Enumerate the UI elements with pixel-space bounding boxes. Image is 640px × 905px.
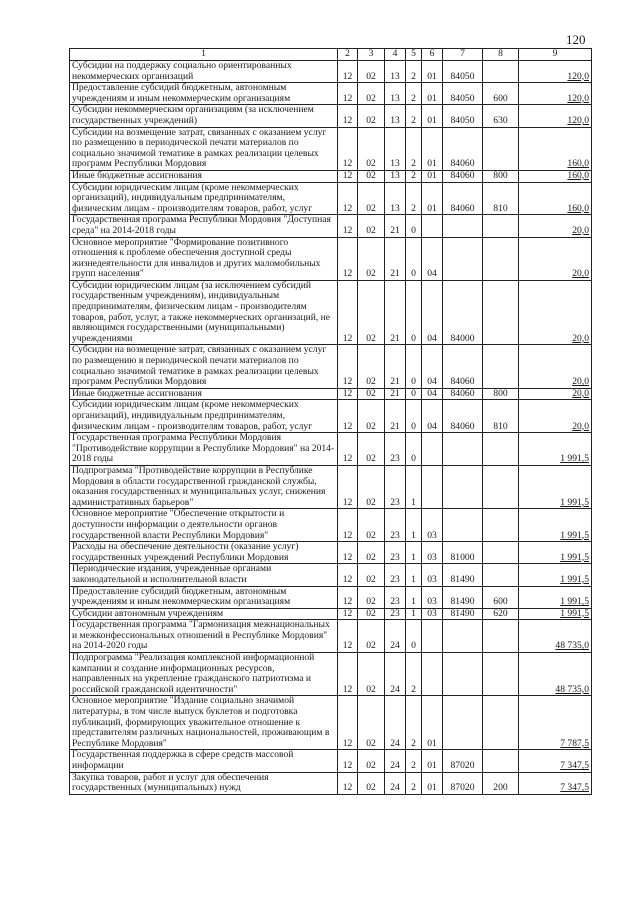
program-code: 23 <box>385 608 406 620</box>
row-name: Государственная программа Республики Мордовия "Противодействие коррупции в Республике Мордовия" на 2014-2018 годы <box>70 433 338 466</box>
target-article-code: 84060 <box>443 400 483 433</box>
table-row <box>70 564 592 586</box>
program-code: 23 <box>385 542 406 564</box>
expense-type-code: 800 <box>483 388 519 400</box>
subsection-code: 02 <box>358 237 385 280</box>
expense-type-code <box>483 653 519 696</box>
program-code: 21 <box>385 400 406 433</box>
activity-code: 01 <box>422 750 443 772</box>
expense-type-code <box>483 465 519 508</box>
subsection-code: 02 <box>358 772 385 794</box>
table-row <box>70 433 592 466</box>
target-article-code <box>443 509 483 542</box>
row-name: Предоставление субсидий бюджетным, автономным учреждениям и иным некоммерческим организациям <box>70 586 338 608</box>
program-code: 21 <box>385 215 406 237</box>
expense-type-code <box>483 127 519 170</box>
row-name: Закупка товаров, работ и услуг для обеспечения государственных (муниципальных) нужд <box>70 772 338 794</box>
target-article-code: 81000 <box>443 542 483 564</box>
program-code: 21 <box>385 388 406 400</box>
row-amount: 1 991,5 <box>519 433 592 466</box>
expense-type-code: 800 <box>483 170 519 182</box>
activity-code: 03 <box>422 586 443 608</box>
subsection-code: 02 <box>358 170 385 182</box>
target-article-code: 81490 <box>443 564 483 586</box>
target-article-code <box>443 696 483 750</box>
section-code: 12 <box>338 772 358 794</box>
table-row <box>70 696 592 750</box>
header-cell: 5 <box>406 49 422 61</box>
section-code: 12 <box>338 345 358 388</box>
row-name: Иные бюджетные ассигнования <box>70 388 338 400</box>
target-article-code: 81490 <box>443 586 483 608</box>
section-code: 12 <box>338 127 358 170</box>
row-amount: 120,0 <box>519 61 592 83</box>
row-name: Предоставление субсидий бюджетным, автономным учреждениям и иным некоммерческим организациям <box>70 83 338 105</box>
target-article-code: 84060 <box>443 345 483 388</box>
activity-code: 04 <box>422 400 443 433</box>
subsection-code: 02 <box>358 542 385 564</box>
section-code: 12 <box>338 105 358 127</box>
subsection-code: 02 <box>358 345 385 388</box>
row-name: Субсидии юридическим лицам (кроме некоммерческих организаций), индивидуальным предпринимателям, физическим лицам - производителям товаров, работ, услуг <box>70 400 338 433</box>
row-amount: 160,0 <box>519 127 592 170</box>
row-name: Субсидии на возмещение затрат, связанных с оказанием услуг по размещению в периодической печати материалов по социально значимой тематике в рамках реализации целевых программ Республики Мордовия <box>70 127 338 170</box>
activity-code: 01 <box>422 696 443 750</box>
row-amount: 120,0 <box>519 105 592 127</box>
table-row <box>70 280 592 345</box>
table-row <box>70 400 592 433</box>
activity-code: 03 <box>422 509 443 542</box>
section-code: 12 <box>338 750 358 772</box>
target-article-code: 84060 <box>443 170 483 182</box>
table-row <box>70 653 592 696</box>
activity-code: 04 <box>422 237 443 280</box>
activity-code <box>422 620 443 653</box>
expense-type-code: 810 <box>483 400 519 433</box>
expense-type-code: 600 <box>483 586 519 608</box>
row-amount: 1 991,5 <box>519 608 592 620</box>
subprogram-code: 1 <box>406 542 422 564</box>
table-row <box>70 215 592 237</box>
subprogram-code: 2 <box>406 653 422 696</box>
expense-type-code <box>483 696 519 750</box>
table-row <box>70 509 592 542</box>
row-name: Субсидии на возмещение затрат, связанных с оказанием услуг по размещению в периодической печати материалов по социально значимой тематике в рамках реализации целевых программ Республики Мордовия <box>70 345 338 388</box>
subsection-code: 02 <box>358 280 385 345</box>
expense-type-code <box>483 750 519 772</box>
subprogram-code: 2 <box>406 750 422 772</box>
row-amount: 1 991,5 <box>519 564 592 586</box>
subsection-code: 02 <box>358 509 385 542</box>
activity-code: 04 <box>422 345 443 388</box>
activity-code <box>422 653 443 696</box>
row-amount: 160,0 <box>519 182 592 215</box>
subsection-code: 02 <box>358 653 385 696</box>
subprogram-code: 0 <box>406 280 422 345</box>
program-code: 21 <box>385 237 406 280</box>
subsection-code: 02 <box>358 564 385 586</box>
table-row <box>70 608 592 620</box>
table-row <box>70 465 592 508</box>
activity-code: 01 <box>422 127 443 170</box>
subsection-code: 02 <box>358 105 385 127</box>
header-cell: 6 <box>422 49 443 61</box>
program-code: 23 <box>385 564 406 586</box>
program-code: 24 <box>385 772 406 794</box>
subsection-code: 02 <box>358 388 385 400</box>
row-amount: 48 735,0 <box>519 620 592 653</box>
table-row <box>70 182 592 215</box>
target-article-code: 84050 <box>443 83 483 105</box>
target-article-code <box>443 215 483 237</box>
row-name: Государственная поддержка в сфере средств массовой информации <box>70 750 338 772</box>
table-row <box>70 127 592 170</box>
activity-code <box>422 465 443 508</box>
table-row <box>70 750 592 772</box>
program-code: 23 <box>385 509 406 542</box>
program-code: 21 <box>385 345 406 388</box>
program-code: 13 <box>385 182 406 215</box>
program-code: 13 <box>385 61 406 83</box>
row-amount: 1 991,5 <box>519 586 592 608</box>
expense-type-code <box>483 620 519 653</box>
activity-code: 04 <box>422 388 443 400</box>
subprogram-code: 2 <box>406 772 422 794</box>
row-name: Субсидии автономным учреждениям <box>70 608 338 620</box>
section-code: 12 <box>338 400 358 433</box>
header-cell: 8 <box>483 49 519 61</box>
section-code: 12 <box>338 542 358 564</box>
program-code: 24 <box>385 696 406 750</box>
row-name: Подпрограмма "Противодействие коррупции в Республике Мордовия в области государственной гражданской службы, оказания государственных и муниципальных услуг, снижения административных барьеров" <box>70 465 338 508</box>
program-code: 24 <box>385 653 406 696</box>
header-cell: 3 <box>358 49 385 61</box>
target-article-code <box>443 433 483 466</box>
activity-code: 01 <box>422 772 443 794</box>
activity-code: 03 <box>422 542 443 564</box>
row-amount: 20,0 <box>519 215 592 237</box>
target-article-code <box>443 653 483 696</box>
expense-type-code: 600 <box>483 83 519 105</box>
table-row <box>70 620 592 653</box>
activity-code: 03 <box>422 564 443 586</box>
program-code: 23 <box>385 465 406 508</box>
program-code: 13 <box>385 127 406 170</box>
section-code: 12 <box>338 465 358 508</box>
activity-code: 01 <box>422 61 443 83</box>
row-name: Подпрограмма "Реализация комплексной информационной кампании и создание информационных ресурсов, направленных на укрепление гражданского патриотизма и российской гражданской идентичности" <box>70 653 338 696</box>
subsection-code: 02 <box>358 61 385 83</box>
row-amount: 7 787,5 <box>519 696 592 750</box>
header-cell: 7 <box>443 49 483 61</box>
row-name: Основное мероприятие "Формирование позитивного отношения к проблеме обеспечения доступной среды жизнедеятельности для инвалидов и других маломобильных групп населения" <box>70 237 338 280</box>
subprogram-code: 2 <box>406 83 422 105</box>
expense-type-code: 200 <box>483 772 519 794</box>
subsection-code: 02 <box>358 215 385 237</box>
row-name: Государственная программа "Гармонизация межнациональных и межконфессиональных отношений в Республике Мордовия" на 2014-2020 годы <box>70 620 338 653</box>
subsection-code: 02 <box>358 750 385 772</box>
program-code: 23 <box>385 433 406 466</box>
subprogram-code: 0 <box>406 237 422 280</box>
table-row <box>70 772 592 794</box>
target-article-code: 84000 <box>443 280 483 345</box>
section-code: 12 <box>338 388 358 400</box>
table-row <box>70 237 592 280</box>
expense-type-code <box>483 433 519 466</box>
expense-type-code <box>483 237 519 280</box>
row-amount: 48 735,0 <box>519 653 592 696</box>
section-code: 12 <box>338 509 358 542</box>
expense-type-code <box>483 345 519 388</box>
activity-code: 01 <box>422 105 443 127</box>
target-article-code <box>443 620 483 653</box>
activity-code <box>422 433 443 466</box>
row-amount: 20,0 <box>519 280 592 345</box>
expense-type-code: 630 <box>483 105 519 127</box>
header-cell: 2 <box>338 49 358 61</box>
subprogram-code: 2 <box>406 105 422 127</box>
subsection-code: 02 <box>358 127 385 170</box>
row-name: Расходы на обеспечение деятельности (оказание услуг) государственных учреждений Республики Мордовия <box>70 542 338 564</box>
header-cell: 1 <box>70 49 338 61</box>
table-row <box>70 170 592 182</box>
expense-type-code <box>483 564 519 586</box>
activity-code <box>422 215 443 237</box>
section-code: 12 <box>338 653 358 696</box>
table-row <box>70 83 592 105</box>
row-name: Субсидии юридическим лицам (за исключением субсидий государственным учреждениям), индивидуальным предпринимателям, физическим лицам - производителям товаров, работ, услуг, а также некоммерческих организаций, не являющимся государственными (муниципальными) учреждениями <box>70 280 338 345</box>
target-article-code: 84050 <box>443 61 483 83</box>
subprogram-code: 0 <box>406 215 422 237</box>
row-amount: 1 991,5 <box>519 509 592 542</box>
subprogram-code: 1 <box>406 564 422 586</box>
target-article-code: 87020 <box>443 750 483 772</box>
row-name: Субсидии некоммерческим организациям (за исключением государственных учреждений) <box>70 105 338 127</box>
expense-type-code <box>483 61 519 83</box>
target-article-code: 87020 <box>443 772 483 794</box>
table-row <box>70 105 592 127</box>
activity-code: 04 <box>422 280 443 345</box>
row-name: Государственная программа Республики Мордовия "Доступная среда" на 2014-2018 годы <box>70 215 338 237</box>
target-article-code: 84050 <box>443 105 483 127</box>
activity-code: 01 <box>422 182 443 215</box>
table-row <box>70 586 592 608</box>
subprogram-code: 1 <box>406 586 422 608</box>
row-amount: 160,0 <box>519 170 592 182</box>
row-amount: 20,0 <box>519 237 592 280</box>
target-article-code: 84060 <box>443 388 483 400</box>
row-name: Субсидии юридическим лицам (кроме некоммерческих организаций), индивидуальным предпринимателям, физическим лицам - производителям товаров, работ, услуг <box>70 182 338 215</box>
table-body <box>70 61 592 795</box>
section-code: 12 <box>338 170 358 182</box>
program-code: 13 <box>385 170 406 182</box>
subprogram-code: 2 <box>406 182 422 215</box>
section-code: 12 <box>338 586 358 608</box>
subprogram-code: 2 <box>406 127 422 170</box>
table-row <box>70 345 592 388</box>
section-code: 12 <box>338 433 358 466</box>
subprogram-code: 2 <box>406 61 422 83</box>
section-code: 12 <box>338 237 358 280</box>
program-code: 13 <box>385 105 406 127</box>
subprogram-code: 0 <box>406 345 422 388</box>
activity-code: 01 <box>422 83 443 105</box>
row-name: Иные бюджетные ассигнования <box>70 170 338 182</box>
subsection-code: 02 <box>358 400 385 433</box>
subprogram-code: 0 <box>406 620 422 653</box>
activity-code: 01 <box>422 170 443 182</box>
header-row <box>70 49 592 61</box>
row-amount: 1 991,5 <box>519 465 592 508</box>
subsection-code: 02 <box>358 620 385 653</box>
subsection-code: 02 <box>358 83 385 105</box>
section-code: 12 <box>338 608 358 620</box>
table-row <box>70 388 592 400</box>
subsection-code: 02 <box>358 433 385 466</box>
subprogram-code: 1 <box>406 465 422 508</box>
header-cell: 4 <box>385 49 406 61</box>
subsection-code: 02 <box>358 696 385 750</box>
program-code: 13 <box>385 83 406 105</box>
expense-type-code <box>483 542 519 564</box>
target-article-code <box>443 465 483 508</box>
row-amount: 20,0 <box>519 345 592 388</box>
page-number: 120 <box>566 32 586 47</box>
row-name: Основное мероприятие "Издание социально значимой литературы, в том числе выпуск буклетов и подготовка публикаций, формирующих уважительное отношение к представителям различных национальностей, проживающим в Республике Мордовия" <box>70 696 338 750</box>
subprogram-code: 0 <box>406 388 422 400</box>
row-amount: 120,0 <box>519 83 592 105</box>
row-name: Основное мероприятие "Обеспечение открытости и доступности информации о деятельности органов государственной власти Республики Мордовия" <box>70 509 338 542</box>
activity-code: 03 <box>422 608 443 620</box>
subprogram-code: 1 <box>406 608 422 620</box>
subsection-code: 02 <box>358 608 385 620</box>
section-code: 12 <box>338 620 358 653</box>
section-code: 12 <box>338 696 358 750</box>
table-row <box>70 542 592 564</box>
subprogram-code: 0 <box>406 400 422 433</box>
target-article-code: 84060 <box>443 127 483 170</box>
program-code: 23 <box>385 586 406 608</box>
row-amount: 20,0 <box>519 400 592 433</box>
program-code: 24 <box>385 620 406 653</box>
row-name: Периодические издания, учрежденные органами законодательной и исполнительной власти <box>70 564 338 586</box>
section-code: 12 <box>338 280 358 345</box>
row-name: Субсидии на поддержку социально ориентированных некоммерческих организаций <box>70 61 338 83</box>
row-amount: 1 991,5 <box>519 542 592 564</box>
section-code: 12 <box>338 215 358 237</box>
header-cell: 9 <box>519 49 592 61</box>
row-amount: 20,0 <box>519 388 592 400</box>
program-code: 24 <box>385 750 406 772</box>
expense-type-code: 620 <box>483 608 519 620</box>
subprogram-code: 2 <box>406 696 422 750</box>
expense-type-code <box>483 215 519 237</box>
subsection-code: 02 <box>358 465 385 508</box>
target-article-code: 84060 <box>443 182 483 215</box>
subsection-code: 02 <box>358 586 385 608</box>
section-code: 12 <box>338 182 358 215</box>
section-code: 12 <box>338 61 358 83</box>
section-code: 12 <box>338 83 358 105</box>
expense-type-code <box>483 509 519 542</box>
table-row <box>70 61 592 83</box>
target-article-code: 81490 <box>443 608 483 620</box>
row-amount: 7 347,5 <box>519 750 592 772</box>
subsection-code: 02 <box>358 182 385 215</box>
subprogram-code: 0 <box>406 433 422 466</box>
budget-table <box>69 48 592 795</box>
target-article-code <box>443 237 483 280</box>
section-code: 12 <box>338 564 358 586</box>
expense-type-code: 810 <box>483 182 519 215</box>
program-code: 21 <box>385 280 406 345</box>
subprogram-code: 2 <box>406 170 422 182</box>
subprogram-code: 1 <box>406 509 422 542</box>
expense-type-code <box>483 280 519 345</box>
row-amount: 7 347,5 <box>519 772 592 794</box>
